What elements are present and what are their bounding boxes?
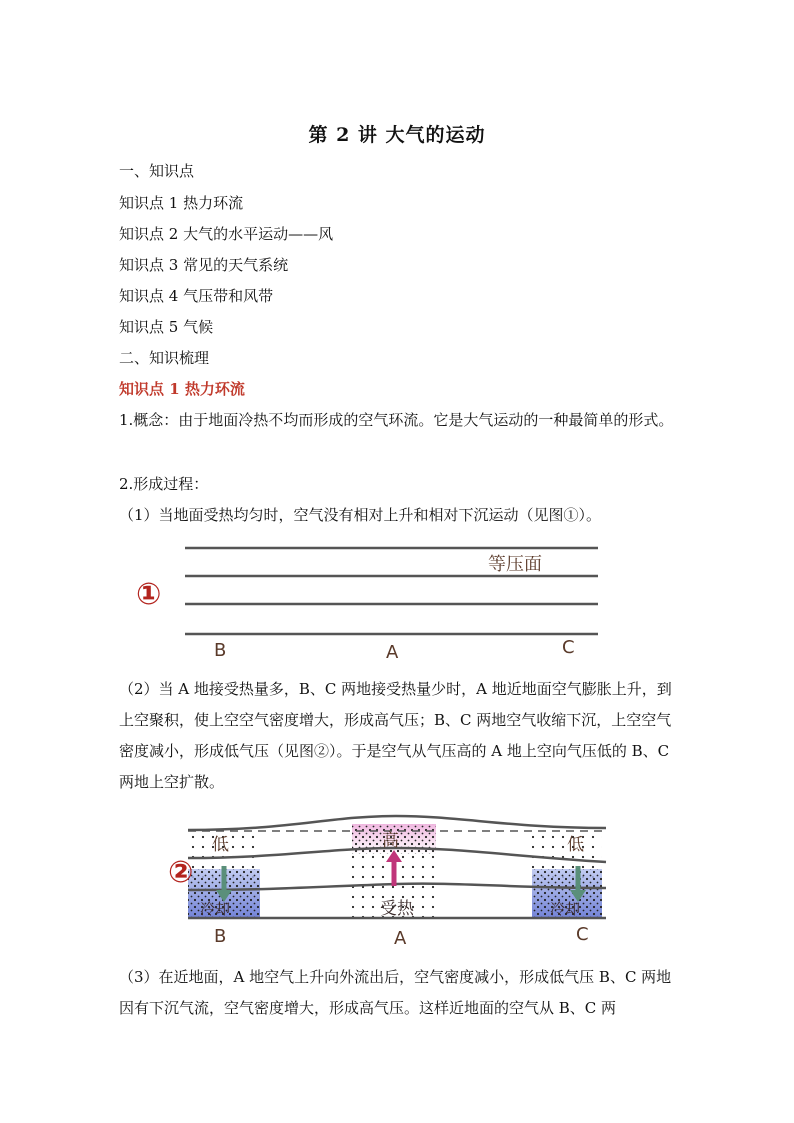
cold-right-label: 冷却 <box>550 900 581 918</box>
point-c-label: C <box>576 924 589 945</box>
point-b-label: B <box>214 926 227 947</box>
knowledge-point-5: 知识点 5 气候 <box>119 318 214 336</box>
point-c-label: C <box>562 637 575 658</box>
point-b-label: B <box>214 640 227 661</box>
step-1-text: （1）当地面受热均匀时，空气没有相对上升和相对下沉运动（见图①）。 <box>119 506 602 524</box>
cold-left-label: 冷却 <box>200 900 231 918</box>
step-3-paragraph: （3）在近地面，A 地空气上升向外流出后，空气密度减小，形成低气压 B、C 两地因有下沉气流，空气密度增大，形成高气压。这样近地面的空气从 B、C 两 <box>119 968 672 1017</box>
topic-heading: 知识点 1 热力环流 <box>119 380 245 398</box>
knowledge-point-1: 知识点 1 热力环流 <box>119 194 244 212</box>
page-title: 第 2 讲 大气的运动 <box>308 124 486 146</box>
figure-1-number: ① <box>136 577 162 612</box>
step-2-paragraph: （2）当 A 地接受热量多，B、C 两地接受热量少时，A 地近地面空气膨胀上升，到上空聚积，使上空空气密度增大，形成高气压；B、C 两地空气收缩下沉，上空空气密度减小，形成低气压（见图②）。于是空气从气压高的 A 地上空向气压低的 B、C 两地上空扩散。 <box>119 680 672 791</box>
isobar-label: 等压面 <box>488 554 542 575</box>
figure-1-uniform-heating <box>130 536 610 666</box>
high-pressure-label: 高 <box>382 831 399 851</box>
low-pressure-right-label: 低 <box>567 835 584 855</box>
knowledge-point-2: 知识点 2 大气的水平运动——风 <box>119 225 334 243</box>
knowledge-point-4: 知识点 4 气压带和风带 <box>119 287 274 305</box>
section-heading-review: 二、知识梳理 <box>119 349 210 367</box>
figure-2-thermal-circulation <box>130 814 612 950</box>
point-a-label: A <box>386 642 399 663</box>
process-heading: 2.形成过程： <box>119 475 209 493</box>
concept-paragraph: 1.概念：由于地面冷热不均而形成的空气环流。它是大气运动的一种最简单的形式。 <box>119 411 674 429</box>
point-a-label: A <box>394 928 407 949</box>
low-pressure-left-label: 低 <box>212 835 229 855</box>
figure-2-number: ② <box>168 855 194 890</box>
heated-label: 受热 <box>380 899 414 919</box>
knowledge-point-3: 知识点 3 常见的天气系统 <box>119 256 289 274</box>
section-heading-knowledge-points: 一、知识点 <box>119 162 195 180</box>
